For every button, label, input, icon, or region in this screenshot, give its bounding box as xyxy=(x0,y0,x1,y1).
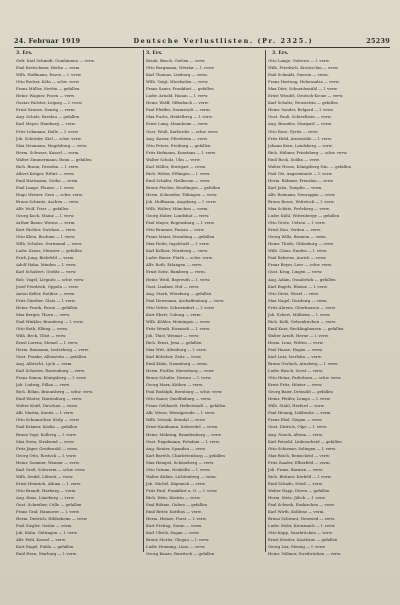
list-item: Bruno Schmitz, Aachen — verw. xyxy=(16,198,80,204)
column-heading: 3. Ers. xyxy=(272,51,289,56)
page-header xyxy=(14,36,390,46)
list-item: Aug. Brandes, Stargard — verm. xyxy=(268,121,333,127)
list-item: Aug. Albrecht, Lyck — verm. xyxy=(16,361,73,367)
list-item: Aug. Reuter, Spandau — verw. xyxy=(146,445,206,451)
list-item: Max Nagel, Duisburg — verm. xyxy=(268,297,328,303)
list-item: Otto Sauer, Quedlinburg — verw. xyxy=(146,396,212,402)
list-item: Joh. Franz, Barmen — verw. xyxy=(268,466,324,472)
list-item: Wilh. Stahl, Herford — verw. xyxy=(268,403,325,409)
list-item: Karl Lutz, Iserlohn — verw. xyxy=(268,354,322,360)
list-item: Wilh. Nowak, Stendal — verw. xyxy=(146,417,206,423)
list-item: Fritz Jäger, Greifswald — verm. xyxy=(16,445,79,451)
list-item: Heinr. Vollmer, Zweibrücken — verw. xyxy=(268,551,342,557)
list-item: Rich. Hein, Küstrin — verw. xyxy=(146,494,201,500)
list-item: Franz Sauer, Frankfurt — gefallen xyxy=(146,86,214,92)
list-item: Karl Groß, Schwerin — schw. verw. xyxy=(16,466,86,472)
column-3 xyxy=(268,50,386,557)
list-item: Heinr. Thiele, Oldenburg — verw. xyxy=(268,241,334,247)
list-item: Heinr. Wagner, Posen — verw. xyxy=(16,93,75,99)
list-item: Paul Mayer, Regensburg — l. verw. xyxy=(146,220,215,226)
list-item: Franz Gebhardt, Halberstadt — gefallen xyxy=(146,403,226,409)
list-item: Otto Roth, Elbing — verm. xyxy=(16,325,69,331)
list-item: Ludw. Kraus, Münster — gefallen xyxy=(16,248,82,254)
list-item: Paul Winkler, Bromberg — l. verw. xyxy=(16,318,84,324)
list-item: Alfr. Reimann, Neuruppin — verw. xyxy=(268,191,336,197)
header-date: 24. Februar 1919 xyxy=(14,37,81,45)
list-item: Kurt Ebert, Coburg — verm. xyxy=(146,311,202,317)
list-item: Paul Böhme, Guben — gefallen xyxy=(146,502,208,507)
list-item: Joh. Hoffmann, Augsburg — l. verw. xyxy=(146,198,217,204)
list-item: Arthur Bauer, Worms — verm. xyxy=(16,220,76,226)
list-item: Karl Bartels, Charlottenburg — gefallen xyxy=(146,452,225,458)
list-item: Heinr. Wolff, Offenbach — verw. xyxy=(146,100,209,106)
list-item: Joh. Kuhn, Göttingen — l. verw. xyxy=(16,530,78,536)
list-item: Alb. Martin, Konitz — l. verw. xyxy=(16,410,75,416)
list-item: Heinr. Weiß, Bayreuth — l. verw. xyxy=(146,276,211,282)
list-item: Emil Hartmann, Gotha — verm. xyxy=(16,177,79,183)
list-item: Georg Wille, Bremen — verm. xyxy=(268,234,327,240)
list-item: Joh. Michel, Köpenick — verw. xyxy=(146,480,206,486)
header-title: Deutsche Verlustlisten. (Pr. 2325.) xyxy=(133,37,314,45)
list-item: Walter Kraft, Dirschau — verm. xyxy=(16,403,79,409)
list-item: Franz Maier, Straubing — gefallen xyxy=(146,234,215,240)
list-item: Walter Scholz, Ulm — verw. xyxy=(146,156,201,162)
list-item: Max Schütz, Perleberg — verw. xyxy=(268,206,330,212)
list-item: Franz Ebel, Siegen — verw. xyxy=(268,417,323,423)
list-item: Otto Brandt, Harburg — verm. xyxy=(16,487,77,493)
list-item: Franz Hartung, Hohensalza — verw. xyxy=(268,79,340,85)
list-item: Paul Pfeiffer, Darmstadt — verm. xyxy=(146,107,211,113)
list-item: Rich. Ernst, Jena — gefallen xyxy=(146,339,202,345)
list-item: Aug. Noack, Altena — verw. xyxy=(268,431,323,437)
column-2 xyxy=(146,50,262,557)
list-item: Rich. Büttner, Krefeld — l. verw. xyxy=(268,473,332,479)
list-item: Ludw. Arnold, Hanau — l. verw. xyxy=(146,93,209,99)
list-item: Herm. Lenz, Witten — verw. xyxy=(268,339,324,345)
list-item: Otto Bergmann, Wetzlar — l. verw. xyxy=(146,65,215,71)
list-item: Gust. Lindner, Hof — verw. xyxy=(146,283,200,289)
list-item: Gust. Engelmann, Potsdam — l. verw. xyxy=(146,438,220,444)
list-item: Max Reich, Remscheid — verw. xyxy=(268,452,330,458)
list-item: Wilh. Schulze, Dortmund — verw. xyxy=(16,241,83,247)
list-item: Max Witt, Altenburg — l. verw. xyxy=(146,346,207,352)
list-item: Herm. Metz, Jülich — l. verw. xyxy=(268,494,326,500)
list-item: Karl Wirth, Koblenz — verm. xyxy=(268,509,325,515)
list-item: Franz Graf, Hannover — l. verw. xyxy=(16,509,80,515)
list-item: Bruno Moritz, Glogau — l. verw. xyxy=(146,537,210,543)
list-item: Georg Marx, Köthen — verw. xyxy=(146,382,204,388)
list-item: Aug. Schulz, Breslau — gefallen xyxy=(16,114,80,120)
list-item: Hugo Werner, Gera — schw. verw. xyxy=(16,191,83,197)
list-item: Karl Jahn, Templin — verm. xyxy=(268,184,323,190)
list-item: Paul Ott, Angermünde — l. verw. xyxy=(268,170,333,176)
list-item: Reinh. Busch, Gießen — verw. xyxy=(146,58,206,64)
list-item: Max Neumann, Magdeburg — verw. xyxy=(16,142,88,148)
list-item: Wilh. Claus, Emden — l. verw. xyxy=(268,248,328,254)
list-item: Rich. Böhm, Braunsberg — schw. verw. xyxy=(16,389,94,395)
list-item: Otto Dietz, Wesel — verw. xyxy=(268,290,320,296)
list-item: Gefr. Karl Schmidt, Gumbinnen — verw. xyxy=(16,58,95,64)
column-heading: 3. Ers. xyxy=(16,51,33,56)
list-item: Max Berger, Thorn — verw. xyxy=(16,311,71,317)
list-item: Gust. Dittrich, Olpe — l. verw. xyxy=(268,424,328,430)
list-item: Walter Kühne, Lichtenberg — verm. xyxy=(146,473,217,479)
list-item: Herm. Heinze, Forst — l. verw. xyxy=(146,516,207,522)
column-divider xyxy=(265,50,266,552)
list-item: Ludw. Henning, Lissa — verw. xyxy=(146,544,206,550)
list-item: Joh. Thiel, Weimar — verw. xyxy=(146,332,200,338)
list-item: Ernst Krause, Danzig — verm. xyxy=(16,107,76,113)
header-page-number: 25239 xyxy=(366,37,390,45)
list-item: Emil Horn, Marburg — l. verw. xyxy=(16,551,77,557)
list-item: Bruno Schulte, Dessau — l. verw. xyxy=(146,375,212,381)
list-item: Rob. Vogel, Liegnitz — schw. verw. xyxy=(16,276,85,282)
list-item: Gust. Weiß, Karlsruhe — schw. verw. xyxy=(146,128,219,134)
list-item: Joh. Schröder, Kiel — schw. verw. xyxy=(16,135,82,141)
list-item: Anton Keller, Ratibor — verm. xyxy=(16,290,76,296)
list-item: Paul Lange, Plauen — l. verw. xyxy=(16,184,75,190)
list-item: Wilh. Hoffmann, Essen — l. verw. xyxy=(16,72,82,78)
list-item: Herm. Böhmer, Prenzlau — verw. xyxy=(268,177,334,183)
list-item: Georg Koch, Mainz — l. verw. xyxy=(16,213,75,219)
list-item: Emil Schade, Neuß — verw. xyxy=(268,480,323,486)
list-item: Paul Krämer, Köslin — gefallen xyxy=(16,424,78,430)
list-item: Georg Lux, Merzig — l. verw. xyxy=(268,544,326,550)
list-item: Paul Haase, Hagen — verm. xyxy=(268,346,324,352)
list-item: Wilh. Köhler, Meiningen — verw. xyxy=(146,318,211,324)
list-item: Karl Kellner, Nürnberg — verw. xyxy=(146,248,209,254)
list-item: Heinr. Pfeifer, Lemgo — l. verw. xyxy=(268,396,331,402)
list-item: Heinr. Frank, Posen — gefallen xyxy=(16,304,78,310)
list-item: Kurt Freitag, Sorau — verm. xyxy=(146,523,203,529)
header-rule xyxy=(14,47,390,48)
column-divider xyxy=(143,50,144,552)
list-item: Josef Friedrich, Oppeln — verw. xyxy=(16,283,79,289)
list-item: Walter Arndt, Herne — l. verw. xyxy=(268,332,329,338)
list-item: Karl Schubert, Görlitz — verw. xyxy=(16,269,77,275)
list-item: Walter Zimmermann, Bonn — gefallen xyxy=(16,156,92,162)
list-item: Otto Brunner, Passau — verw. xyxy=(146,227,205,233)
list-item: Karl Schuster, Rastenburg — verw. xyxy=(16,368,86,374)
list-item: Karl Ulrich, Sagan — verw. xyxy=(146,530,200,536)
list-item: Albert Krüger, Erfurt — verw. xyxy=(16,170,75,176)
list-item: Emil Schäfer, Heilbronn — verw. xyxy=(146,177,211,183)
list-item: Bruno Gerlach, Arnsberg — l. verw. xyxy=(268,361,339,367)
list-item: Paul Herrmann, Aschaffenburg — verw. xyxy=(146,297,225,303)
list-item: Alfr. Pohl, Kassel — verw. xyxy=(16,537,67,543)
list-item: Fritz Held, Arnswalde — l. verw. xyxy=(268,135,332,141)
list-item: Emil Kurz, Recklinghausen — gefallen xyxy=(268,325,344,331)
list-item: Ernst Fritz, Höxter — verw. xyxy=(268,382,323,388)
list-item: Fritz Lehmann, Halle — l. verw. xyxy=(16,128,79,134)
list-item: Ernst Heinrich, Altona — l. verw. xyxy=(16,480,82,486)
list-item: Karl Schultz, Neustettin — gefallen xyxy=(268,100,338,106)
list-item: Herm. Fiedler, Merseburg — verw. xyxy=(146,368,215,374)
list-item: Karl Meyer, Hamburg — verw. xyxy=(16,121,76,127)
list-item: Wilh. Friedrich, Krotoschin — verw. xyxy=(268,65,339,71)
list-item: Heinr. Sander, Belgard — l. verw. xyxy=(268,107,334,113)
list-item: Rich. Hübner, Friedeberg — schw. verw. xyxy=(268,149,348,155)
list-item: Ludw. Busch, Soest — verw. xyxy=(268,368,324,374)
list-item: Walter Rapp, Düren — gefallen xyxy=(268,487,330,493)
list-item: Bruno Fischer, Reutlingen — gefallen xyxy=(146,184,220,190)
list-item: Ernst Wendel, Deutsch-Krone — verw. xyxy=(268,93,344,99)
list-item: Otto Becker, Köln — schw. verw. xyxy=(16,79,80,85)
list-item: Karl Petzold, Lüdenscheid — gefallen xyxy=(268,438,342,444)
list-item: Joh. Ludwig, Pillau — verw. xyxy=(16,382,71,388)
list-item: Bruno Vogt, Kolberg — l. verw. xyxy=(16,431,77,437)
list-item: Alb. Wiese, Wernigerode — l. verw. xyxy=(146,410,216,416)
list-item: Fritz Paul, Frankfurt a. O. — l. verw. xyxy=(146,487,218,493)
list-item: Adolf Hahn, Minden — l. verw. xyxy=(16,262,77,268)
list-item: Gust. Pauli, Schivelbein — verw. xyxy=(268,114,332,120)
list-item: Heinr. Möhring, Brandenburg — verw. xyxy=(146,431,222,437)
list-item: Herm. Schneider, Tübingen — verw. xyxy=(146,191,218,197)
list-item: Fritz Hofmann, Konstanz — l. verw. xyxy=(146,149,216,155)
list-item: Max Hofer, Ingolstadt — l. verw. xyxy=(146,241,210,247)
list-item: Herm. Schwarz, Kassel — verm. xyxy=(16,149,80,155)
list-item: Rich. Kolb, Gelsenkirchen — verw. xyxy=(268,318,336,324)
list-item: Johann Kern, Landsberg — verw. xyxy=(268,142,333,148)
list-item: Wilh. Voigt, Wiesbaden — verw. xyxy=(146,79,209,85)
list-item: Ludw. Bauer, Fürth — schw. verw. xyxy=(146,255,213,261)
list-item: Paul Hennig, Lübbecke — verm. xyxy=(268,410,332,416)
list-item: Max Stein, Stralsund — verw. xyxy=(16,438,75,444)
list-item: Georg Huber, Landshut — verw. xyxy=(146,213,210,219)
list-item: Wilh. Walter, München — verm. xyxy=(146,206,209,212)
list-item: Aug. Stark, Würzburg — gefallen xyxy=(146,290,212,296)
list-item: Ernst Kaufmann, Salzwedel — verm. xyxy=(146,424,219,430)
list-item: Rich. Braun, Dresden — l. verw. xyxy=(16,163,79,169)
list-item: Georg Baier, Detmold — gefallen xyxy=(268,389,333,395)
list-item: Karl Thomas, Limburg — verm. xyxy=(146,72,209,78)
list-item: Emil Kühn, Naumburg — verm. xyxy=(146,361,208,367)
list-item: Fritz Wendt, Eisenach — l. verw. xyxy=(146,325,211,331)
list-item: Otto Schirmer, Solingen — l. verw. xyxy=(268,445,337,451)
list-item: Kurt Richter, Zwickau — verw. xyxy=(16,227,77,233)
list-item: Otto Heinz, Paderborn — schw. verw. xyxy=(268,375,342,381)
list-item: Paul Kretschmer, Berlin — verm. xyxy=(16,65,81,71)
list-item: Franz Müller, Stettin — gefallen xyxy=(16,86,80,92)
list-item: Gustav Richter, Leipzig — l. verw. xyxy=(16,100,83,106)
list-item: Herm. Dietrich, Hildesheim — verw. xyxy=(16,516,88,522)
list-item: Max Hempel, Schöneberg — verw. xyxy=(146,459,215,465)
list-item: Paul Rudolph, Bernburg — schw. verw. xyxy=(146,389,223,395)
list-item: Kurt Engel, Fulda — gefallen xyxy=(16,544,74,550)
list-item: Max Fuchs, Heidelberg — l. verw. xyxy=(146,114,213,120)
list-item: Ludw. Mohr, Kreuznach — l. verw. xyxy=(268,523,336,529)
list-item: Gust. Franke, Allenstein — gefallen xyxy=(16,354,87,360)
list-item: Otto Schumacher, Stolp — verw. xyxy=(16,417,80,423)
list-item: Otto Klein, Bochum — l. verw. xyxy=(16,234,76,240)
list-item: Otto Vetter, Schweinfurt — l. verw. xyxy=(146,304,215,310)
list-item: Otto Grote, Uelzen — l. verw. xyxy=(268,220,326,226)
list-item: Gust. Schreiber, Celle — gefallen xyxy=(16,502,82,507)
list-item: Herm. Baumann, Insterburg — verw. xyxy=(16,346,89,352)
list-item: Ernst Seitz, Bamberg — verm. xyxy=(146,269,206,275)
list-item: Gust. Krug, Lingen — verw. xyxy=(268,269,323,275)
list-item: Rich. Weber, Eßlingen — l. verw. xyxy=(146,170,211,176)
column-heading: 3. Ers. xyxy=(146,51,163,56)
list-item: Georg Otto, Rostock — l. verw. xyxy=(16,452,77,458)
list-item: Ludw. Kühl, Wittenberge — gefallen xyxy=(268,213,340,219)
list-item: Bruno Schwarz, Neuwied — verw. xyxy=(268,516,336,522)
list-item: Wilh. Seidel, Lübeck — verw. xyxy=(16,473,74,479)
list-item: Otto Peters, Freiburg — gefallen xyxy=(146,142,211,148)
list-item: Ernst Lang, Mannheim — verw. xyxy=(146,121,209,127)
list-item: Walter Hesse, Königsberg Nm. — gefallen xyxy=(268,163,351,169)
list-item: Fritz Günther, Glatz — l. verw. xyxy=(16,297,76,303)
list-item: Emil Winter, Marienburg — verw. xyxy=(16,396,83,402)
list-item: Karl Böttcher, Zeitz — verw. xyxy=(146,354,202,360)
list-item: Aug. Adam, Osnabrück — gefallen xyxy=(268,276,336,282)
list-item: Ernst Rau, Verden — verw. xyxy=(268,227,322,233)
list-item: Franz Beyer, Leer — schw. verw. xyxy=(268,262,333,268)
list-item: Fritz Ahrens, Oberhausen — verw. xyxy=(268,304,336,310)
list-item: Otto Rose, Pyritz — verw. xyxy=(268,128,319,134)
list-item: Wilh. Beck, Tilsit — verw. xyxy=(16,332,67,338)
list-item: Alfr. Wolf, Trier — gefallen xyxy=(16,206,69,212)
list-item: Aug. Kaiser, Pforzheim — verw. xyxy=(146,135,208,141)
list-item: Karl Möller, Stuttgart — verm. xyxy=(146,163,207,169)
list-item: Alfr. Roth, Erlangen — verw. xyxy=(146,262,203,268)
list-item: Karl Engels, Rheine — l. verw. xyxy=(268,283,328,289)
column-1 xyxy=(16,50,136,557)
list-item: Paul Schwab, Euskirchen — verw. xyxy=(268,502,335,507)
list-item: Bruno Busse, Wittstock — l. verw. xyxy=(268,198,335,204)
list-item: Paul Schmidt, Gnesen — verm. xyxy=(268,72,329,78)
list-item: Otto Grimm, Neukölln — l. verw. xyxy=(146,466,211,472)
list-item: Emil Ritter, Kottbus — verw. xyxy=(146,509,202,515)
list-item: Ernst Lorenz, Memel — l. verw. xyxy=(16,339,79,345)
list-item: Fritz Zander, Elberfeld — verm. xyxy=(268,459,331,465)
list-item: Erich Jung, Bielefeld — verm. xyxy=(16,255,75,261)
list-item: Otto Kopp, Saarbrücken — verw. xyxy=(268,530,333,536)
list-item: Max Dörr, Schneidemühl — l. verw. xyxy=(268,86,338,92)
list-item: Heinr. Sommer, Wismar — verw. xyxy=(16,459,80,465)
list-item: Emil Bock, Soldin — verw. xyxy=(268,156,320,162)
list-item: Joh. Eckert, Mülheim — l. verw. xyxy=(268,311,331,317)
list-item: Ernst Kessler, Saarlouis — gefallen xyxy=(268,537,338,543)
list-item: Georg Kunze, Rawitsch — gefallen xyxy=(146,551,215,557)
list-item: Paul Ziegler, Goslar — verm. xyxy=(16,523,73,529)
list-item: Paul Behrens, Aurich — verw. xyxy=(268,255,327,261)
list-item: Otto Lange, Ostrowo — l. verw. xyxy=(268,58,330,64)
list-item: Franz Simon, Königsberg — l. verw. xyxy=(16,375,87,381)
list-item: Aug. Haas, Lüneburg — verw. xyxy=(16,494,75,500)
